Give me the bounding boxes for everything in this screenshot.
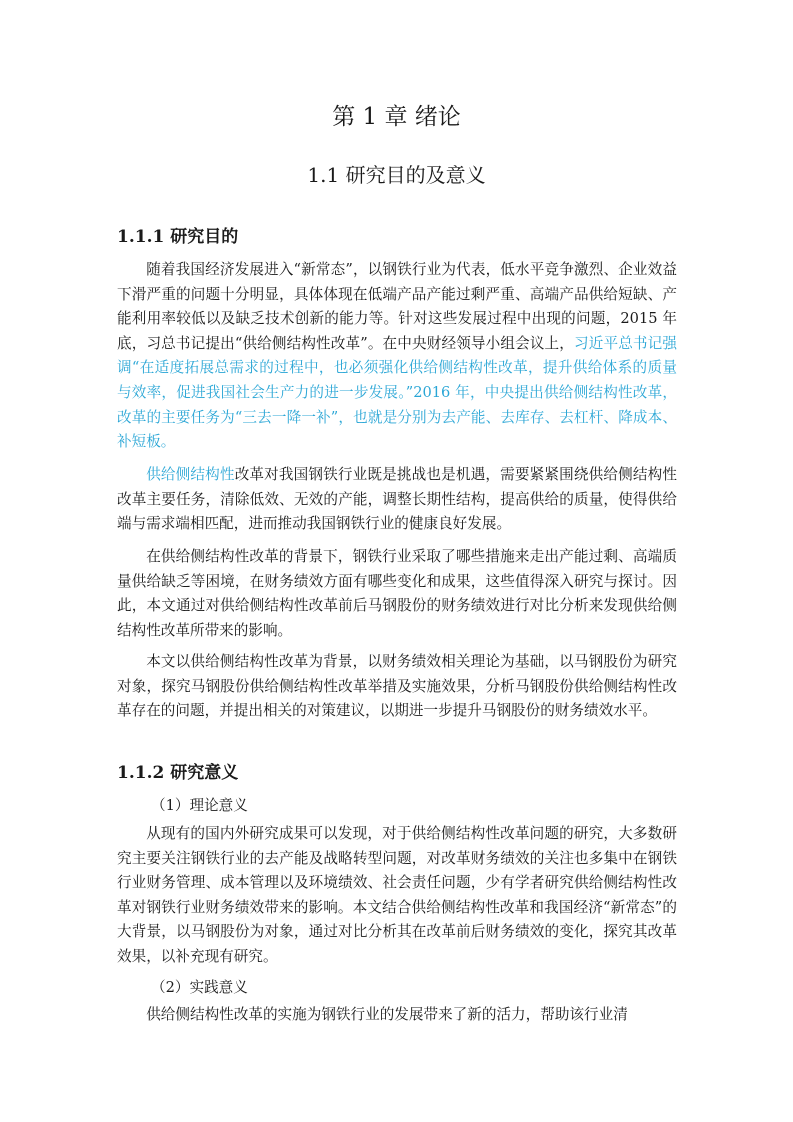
subsection-title-purpose: 1.1.1 研究目的 <box>117 227 239 247</box>
section-title: 1.1 研究目的及意义 <box>307 163 486 187</box>
paragraph: 供给侧结构性改革的实施为钢铁行业的发展带来了新的活力，帮助该行业清 <box>146 1006 628 1023</box>
subsection-title-significance: 1.1.2 研究意义 <box>117 763 239 783</box>
paragraph: 本文以供给侧结构性改革为背景，以财务绩效相关理论为基础，以马钢股份为研究对象，探究马钢股份供给侧结构性改革举措及实施效果，分析马钢股份供给侧结构性改革存在的问题，并提出相关的对策建议，以期进一步提升马钢股份的财务绩效水平。 <box>117 653 677 720</box>
paragraph <box>117 463 677 537</box>
paragraph-text: 随着我国经济发展进入“新常态”，以钢铁行业为代表，低水平竞争激烈、企业效益下滑严重的问题十分明显，具体体现在低端产品产能过剩严重、高端产品供给短缺、产能利用率较低以及缺乏技术创新的能力等。针对这些发展过程中出现的问题，2015 年底，习总书记提出“供给侧结构性改革”。在中央财经领导小组会议上， <box>117 261 677 352</box>
paragraph-text: 改革对我国钢铁行业既是挑战也是机遇，需要紧紧围绕供给侧结构性改革主要任务，清除低效、无效的产能，调整长期性结构，提高供给的质量，使得供给端与需求端相匹配，进而推动我国钢铁行业的健康良好发展。 <box>117 466 677 533</box>
paragraph <box>117 258 677 455</box>
highlighted-quote: 习近平总书记强调“在适度拓展总需求的过程中，也必须强化供给侧结构性改革，提升供给体系的质量与效率，促进我国社会生产力的进一步发展。”2016 年，中央提出供给侧结构性改革，改革的主要任务为“三去一降一补”，也就是分别为去产能、去库存、去杠杆、降成本、补短板。 <box>117 334 677 451</box>
paragraph: 在供给侧结构性改革的背景下，钢铁行业采取了哪些措施来走出产能过剩、高端质量供给缺乏等困境，在财务绩效方面有哪些变化和成果，这些值得深入研究与探讨。因此，本文通过对供给侧结构性改革前后马钢股份的财务绩效进行对比分析来发现供给侧结构性改革所带来的影响。 <box>117 548 677 639</box>
paragraph: 从现有的国内外研究成果可以发现，对于供给侧结构性改革问题的研究，大多数研究主要关注钢铁行业的去产能及战略转型问题，对改革财务绩效的关注也多集中在钢铁行业财务管理、成本管理以及环境绩效、社会责任问题，少有学者研究供给侧结构性改革对钢铁行业财务绩效带来的影响。本文结合供给侧结构性改革和我国经济“新常态”的大背景，以马钢股份为对象，通过对比分析其在改革前后财务绩效的变化，探究其改革效果，以补充现有研究。 <box>117 825 677 965</box>
list-item-practice: （2）实践意义 <box>151 979 248 996</box>
highlighted-term: 供给侧结构性 <box>146 466 235 483</box>
chapter-title: 第 1 章 绪论 <box>332 104 461 130</box>
list-item-theory: （1）理论意义 <box>151 797 248 814</box>
